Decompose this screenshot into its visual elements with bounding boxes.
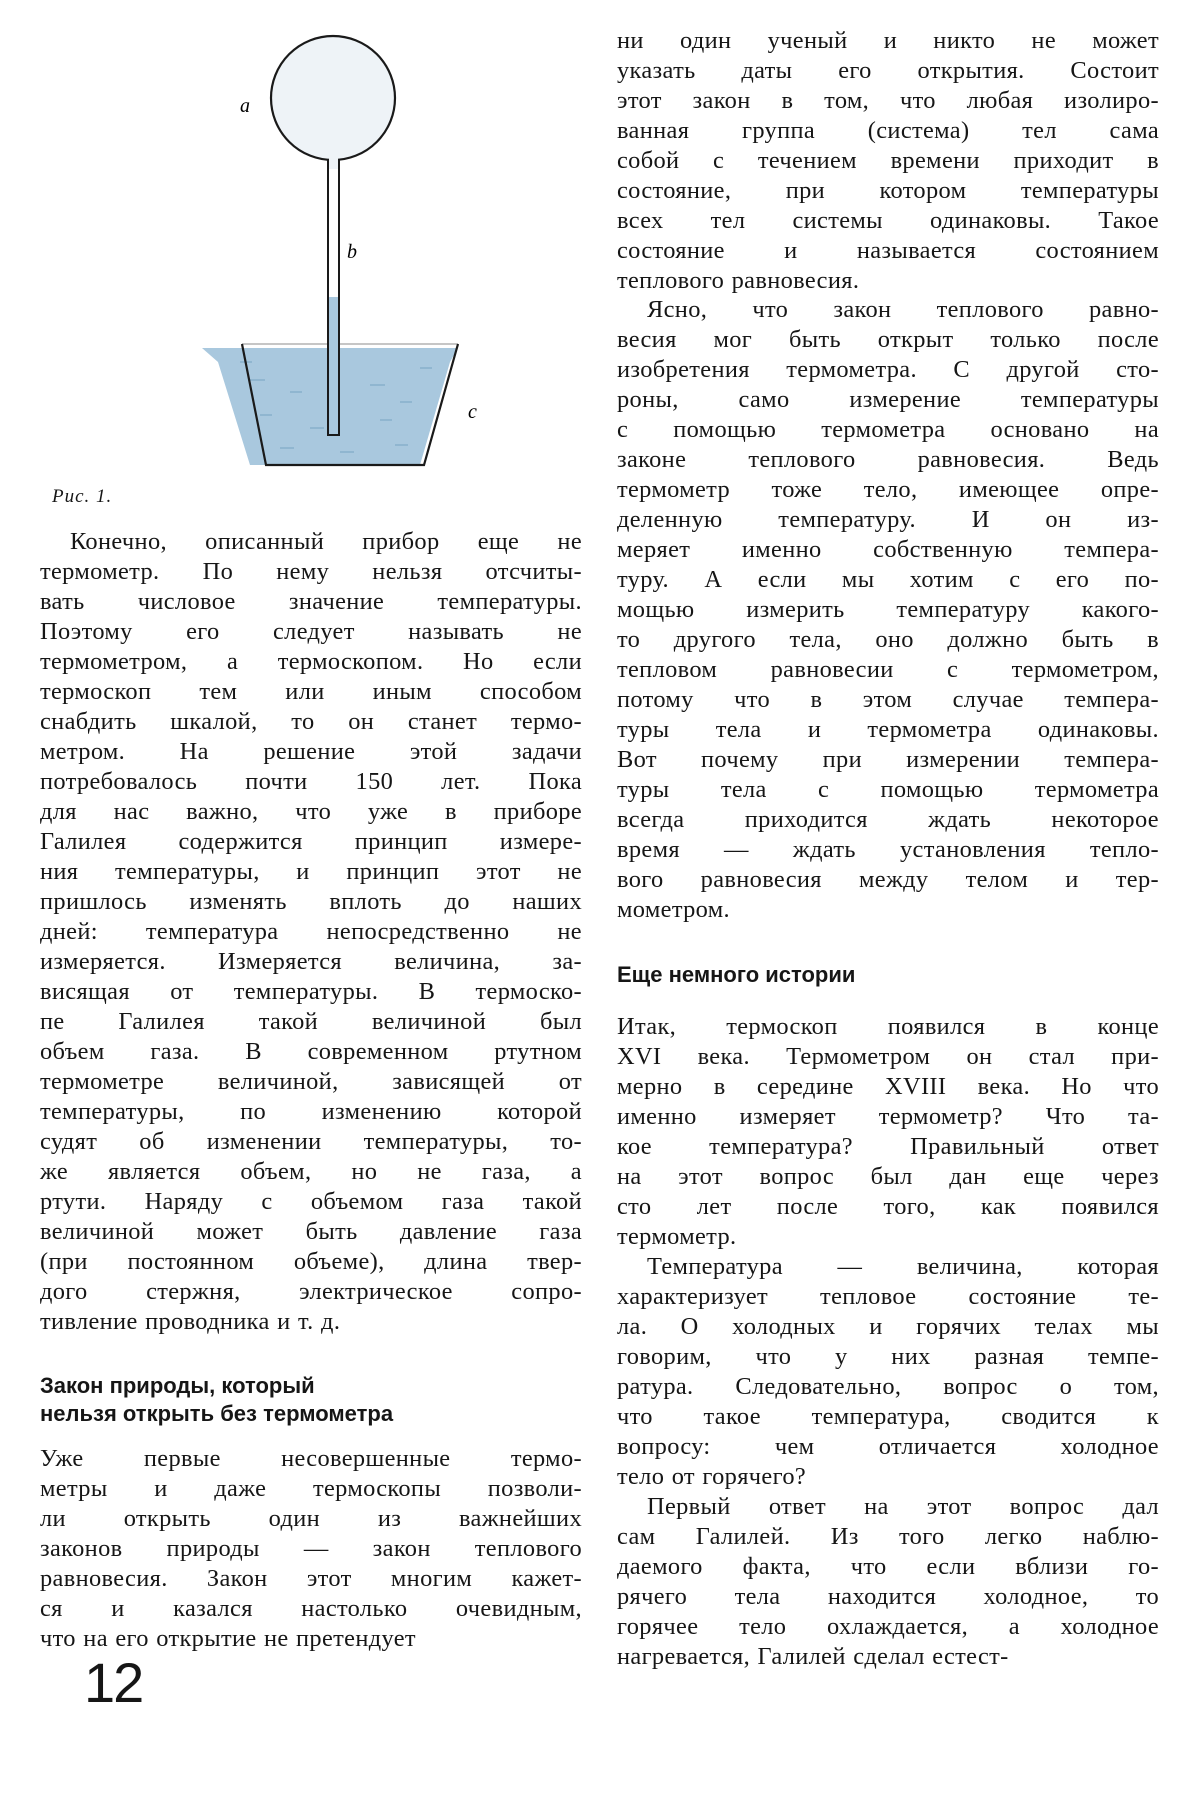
text-line: собой с течением времени приходит в	[617, 147, 1159, 174]
text-line: Уже первые несовершенные термо-	[40, 1445, 582, 1472]
text-line: состояние, при котором температуры	[617, 177, 1159, 204]
text-line: XVI века. Термометром он стал при-	[617, 1043, 1159, 1070]
text-line: термоскоп тем или иным способом	[40, 678, 582, 705]
text-line: измеряется. Измеряется величина, за-	[40, 948, 582, 975]
text-line: этот закон в том, что любая изолиро-	[617, 87, 1159, 114]
text-line: говорим, что у них разная темпе-	[617, 1343, 1159, 1370]
text-line: Галилея содержится принцип измере-	[40, 828, 582, 855]
label-a: a	[240, 95, 250, 117]
text-line: сто лет после того, как появился	[617, 1193, 1159, 1220]
text-line: мометром.	[617, 896, 730, 923]
text-line: дого стержня, электрическое сопро-	[40, 1278, 582, 1305]
text-line: для нас важно, что уже в приборе	[40, 798, 582, 825]
text-line: теплового равновесия.	[617, 267, 860, 294]
text-line: термометр.	[617, 1223, 737, 1250]
text-line: ратура. Следовательно, вопрос о том,	[617, 1373, 1159, 1400]
text-line: состояние и называется состоянием	[617, 237, 1159, 264]
text-line: меряет именно собственную темпера-	[617, 536, 1159, 563]
text-line: ли открыть один из важнейших	[40, 1505, 582, 1532]
page-number: 12	[84, 1651, 143, 1714]
text-line: то другого тела, оно должно быть в	[617, 626, 1159, 653]
figure-caption: Рис. 1.	[52, 486, 113, 507]
bulb	[271, 36, 395, 160]
text-line: вопросу: чем отличается холодное	[617, 1433, 1159, 1460]
text-line: что на его открытие не претендует	[40, 1625, 416, 1652]
text-line: указать даты его открытия. Состоит	[617, 57, 1159, 84]
text-line: ся и казался настолько очевидным,	[40, 1595, 582, 1622]
text-line: роны, само измерение температуры	[617, 386, 1159, 413]
text-line: тело от горячего?	[617, 1463, 807, 1490]
text-line: Поэтому его следует называть не	[40, 618, 582, 645]
right-paragraph-2	[617, 295, 1159, 925]
history-heading: Еще немного истории	[617, 962, 856, 987]
text-line: законе теплового равновесия. Ведь	[617, 446, 1159, 473]
text-line: весия мог быть открыт только после	[617, 326, 1159, 353]
section-heading-history	[617, 961, 1159, 989]
text-line: ла. О холодных и горячих телах мы	[617, 1313, 1159, 1340]
label-b: b	[347, 241, 357, 263]
text-line: судят об изменении температуры, то-	[40, 1128, 582, 1155]
text-line: снабдить шкалой, то он станет термо-	[40, 708, 582, 735]
text-line: тепловом равновесии с термометром,	[617, 656, 1159, 683]
text-line: мерно в середине XVIII века. Но что	[617, 1073, 1159, 1100]
text-line: Итак, термоскоп появился в конце	[617, 1013, 1159, 1040]
text-line: тивление проводника и т. д.	[40, 1308, 341, 1335]
text-line: Ясно, что закон теплового равно-	[647, 296, 1159, 323]
right-paragraph-5	[617, 1492, 1159, 1672]
right-paragraph-4	[617, 1252, 1159, 1492]
text-line: (при постоянном объеме), длина твер-	[40, 1248, 582, 1275]
text-line: ртути. Наряду с объемом газа такой	[40, 1188, 582, 1215]
text-line: кое температура? Правильный ответ	[617, 1133, 1159, 1160]
text-line: именно измеряет термометр? Что та-	[617, 1103, 1159, 1130]
text-line: что такое температура, сводится к	[617, 1403, 1159, 1430]
text-line: мощью измерить температуру какого-	[617, 596, 1159, 623]
text-line: метры и даже термоскопы позволи-	[40, 1475, 582, 1502]
text-line: даемого факта, что если вблизи го-	[617, 1553, 1159, 1580]
text-line: Вот почему при измерении темпера-	[617, 746, 1159, 773]
figure-thermoscope	[40, 0, 582, 510]
text-line: нагревается, Галилей сделал естест-	[617, 1643, 1009, 1670]
text-line: пе Галилея такой величиной был	[40, 1008, 582, 1035]
section-heading-law	[40, 1372, 582, 1428]
left-paragraph-2	[40, 1444, 582, 1654]
text-line: термометр тоже тело, имеющее опре-	[617, 476, 1159, 503]
text-line: с помощью термометра основано на	[617, 416, 1159, 443]
text-line: метром. На решение этой задачи	[40, 738, 582, 765]
bulb-neck	[329, 157, 338, 169]
text-line: деленную температуру. И он из-	[617, 506, 1159, 533]
text-line: туру. А если мы хотим с его по-	[617, 566, 1159, 593]
text-line: вого равновесия между телом и тер-	[617, 866, 1159, 893]
text-line: же является объем, но не газа, а	[40, 1158, 582, 1185]
text-line: сам Галилей. Из того легко наблю-	[617, 1523, 1159, 1550]
text-line: время — ждать установления тепло-	[617, 836, 1159, 863]
text-line: ванная группа (система) тел сама	[617, 117, 1159, 144]
text-line: равновесия. Закон этот многим кажет-	[40, 1565, 582, 1592]
text-line: потому что в этом случае темпера-	[617, 686, 1159, 713]
thermoscope-illustration	[40, 0, 582, 480]
text-line: термометре величиной, зависящей от	[40, 1068, 582, 1095]
text-line: на этот вопрос был дан еще через	[617, 1163, 1159, 1190]
heading-line: Закон природы, который	[40, 1373, 315, 1398]
text-line: Первый ответ на этот вопрос дал	[647, 1493, 1159, 1520]
text-line: дней: температура непосредственно не	[40, 918, 582, 945]
text-line: пришлось изменять вплоть до наших	[40, 888, 582, 915]
text-line: температуры, по изменению которой	[40, 1098, 582, 1125]
text-line: термометром, а термоскопом. Но если	[40, 648, 582, 675]
text-line: характеризует тепловое состояние те-	[617, 1283, 1159, 1310]
text-line: потребовалось почти 150 лет. Пока	[40, 768, 582, 795]
text-line: всегда приходится ждать некоторое	[617, 806, 1159, 833]
text-line: законов природы — закон теплового	[40, 1535, 582, 1562]
text-line: горячее тело охлаждается, а холодное	[617, 1613, 1159, 1640]
text-line: всех тел системы одинаковы. Такое	[617, 207, 1159, 234]
text-line: объем газа. В современном ртутном	[40, 1038, 582, 1065]
text-line: вать числовое значение температуры.	[40, 588, 582, 615]
left-paragraph-1	[40, 527, 582, 1337]
text-line: туры тела с помощью термометра	[617, 776, 1159, 803]
text-line: термометр. По нему нельзя отсчиты-	[40, 558, 582, 585]
heading-line: нельзя открыть без термометра	[40, 1401, 394, 1426]
tube-liquid	[329, 297, 338, 434]
text-line: висящая от температуры. В термоско-	[40, 978, 582, 1005]
text-line: изобретения термометра. С другой сто-	[617, 356, 1159, 383]
right-paragraph-3	[617, 1012, 1159, 1252]
text-line: ни один ученый и никто не может	[617, 27, 1159, 54]
text-line: рячего тела находится холодное, то	[617, 1583, 1159, 1610]
text-line: Конечно, описанный прибор еще не	[70, 528, 582, 555]
text-line: Температура — величина, которая	[647, 1253, 1159, 1280]
text-line: туры тела и термометра одинаковы.	[617, 716, 1159, 743]
text-line: величиной может быть давление газа	[40, 1218, 582, 1245]
label-c: c	[468, 401, 477, 423]
right-paragraph-1	[617, 26, 1159, 296]
text-line: ния температуры, и принцип этот не	[40, 858, 582, 885]
